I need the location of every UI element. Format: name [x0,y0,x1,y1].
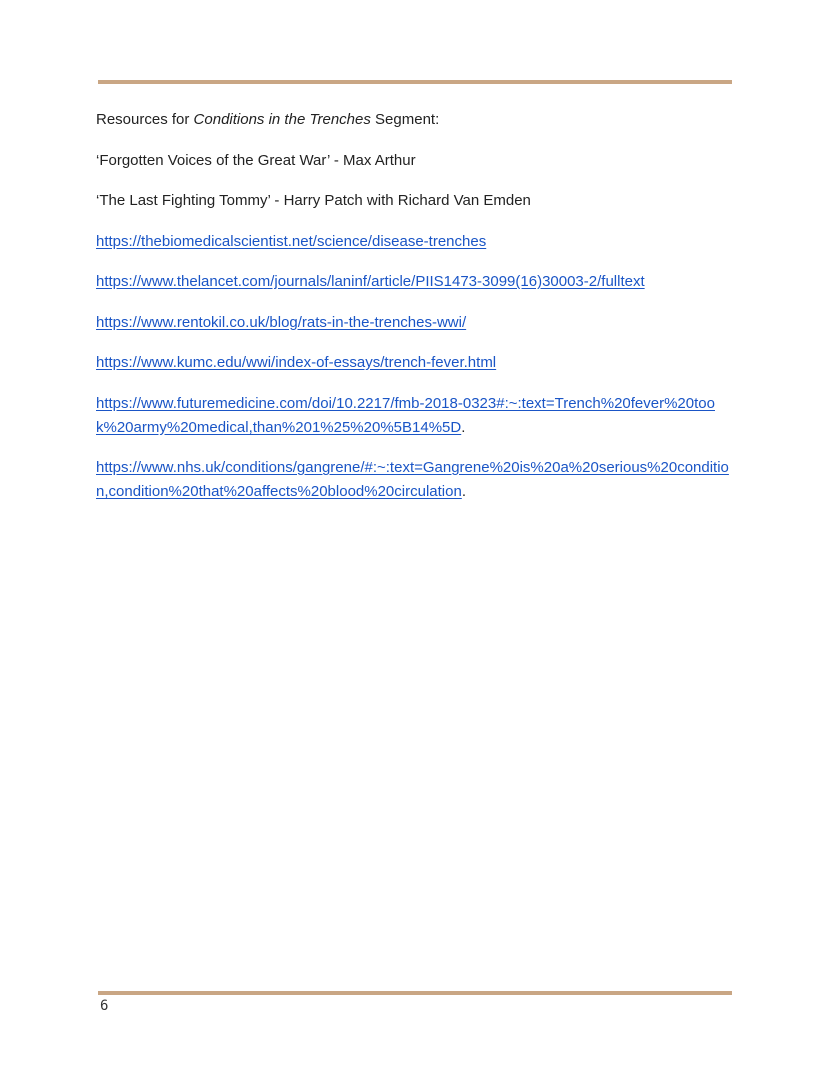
resource-link[interactable]: https://www.kumc.edu/wwi/index-of-essays/trench-fever.html [96,354,497,371]
resource-link[interactable]: https://www.rentokil.co.uk/blog/rats-in-the-trenches-wwi/ [96,313,467,331]
resources-heading [96,108,732,132]
footer-rule [98,991,732,995]
resource-link[interactable]: https://thebiomedicalscientist.net/science/disease-trenches [96,232,487,250]
resource-link[interactable]: https://www.thelancet.com/journals/laninf/article/PIIS1473-3099(16)30003-2/fulltext [96,273,645,290]
link-trailing-punctuation: . [461,418,466,436]
header-rule [98,80,732,84]
page-number: 6 [100,998,109,1014]
link-trailing-punctuation: . [461,483,466,500]
resource-link[interactable]: https://www.nhs.uk/conditions/gangrene/#:~:text=Gangrene%20is%20a%20serious%20condition,condition%20that%20affects%20blood%20circulation [96,459,729,500]
book-reference: ‘Forgotten Voices of the Great War’ - Max Arthur [96,151,416,169]
heading-suffix: Segment: [370,111,440,128]
heading-prefix: Resources for [96,111,194,128]
heading-segment-title: Conditions in the Trenches [193,111,371,128]
resources-section [96,108,732,521]
link-item [96,311,732,335]
link-item [96,392,732,440]
resource-link[interactable]: https://www.futuremedicine.com/doi/10.2217/fmb-2018-0323#:~:text=Trench%20fever%20took%20army%20medical,than%201%25%20%5B14%5D [96,394,715,436]
book-reference: ‘The Last Fighting Tommy’ - Harry Patch with Richard Van Emden [96,192,531,209]
link-item [96,270,732,294]
link-item [96,230,732,254]
link-item [96,351,732,375]
link-item [96,456,732,504]
